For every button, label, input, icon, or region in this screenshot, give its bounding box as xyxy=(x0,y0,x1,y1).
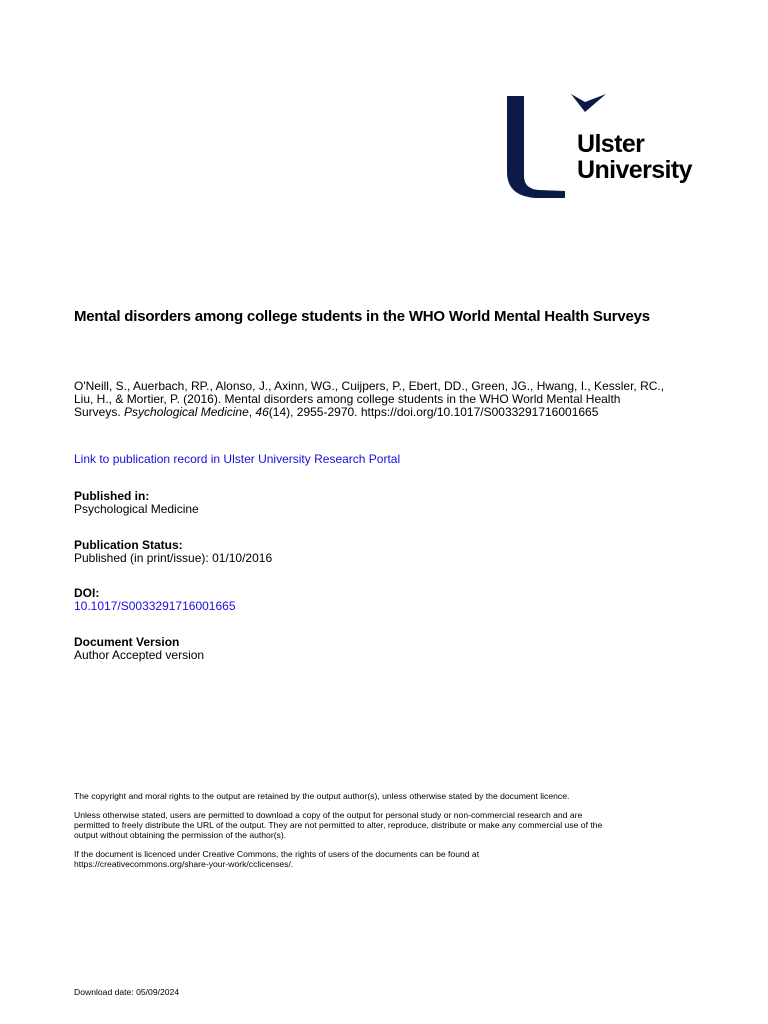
licence-paragraph xyxy=(74,849,724,869)
notice-line: If the document is licenced under Creative Commons, the rights of users of the documents can be found at xyxy=(74,849,480,859)
creative-commons-url: https://creativecommons.org/share-your-work/cclicenses/. xyxy=(74,859,294,869)
notice-line: output without obtaining the permission of the author(s). xyxy=(74,830,287,840)
citation-line: O'Neill, S., Auerbach, RP., Alonso, J., Axinn, WG., Cuijpers, P., Ebert, DD., Green, JG., Hwang, I., Kessler, RC., xyxy=(74,379,665,393)
ulster-university-logo xyxy=(505,94,710,206)
rights-notice xyxy=(74,791,724,878)
field-value: Author Accepted version xyxy=(74,648,205,662)
citation-line xyxy=(74,406,724,419)
citation xyxy=(74,380,724,419)
field-label: Published in: xyxy=(74,489,150,503)
notice-line: Unless otherwise stated, users are permitted to download a copy of the output for personal study or non-commercial research and are xyxy=(74,810,583,820)
citation-text: (14), 2955-2970. https://doi.org/10.1017/S0033291716001665 xyxy=(268,405,599,419)
field-label: DOI: xyxy=(74,586,100,600)
rights-paragraph xyxy=(74,791,724,801)
citation-text: , xyxy=(248,405,256,419)
document-title: Mental disorders among college students in the WHO World Mental Health Surveys xyxy=(74,308,650,325)
download-date: Download date: 05/09/2024 xyxy=(74,987,180,997)
logo-text-ulster: Ulster xyxy=(577,130,645,158)
journal-volume: 46 xyxy=(255,405,269,419)
portal-record-link[interactable]: Link to publication record in Ulster University Research Portal xyxy=(74,452,401,466)
journal-name: Psychological Medicine xyxy=(124,405,249,419)
usage-paragraph xyxy=(74,810,724,840)
publication-status-field xyxy=(74,539,272,565)
document-version-field xyxy=(74,636,204,662)
doi-link[interactable]: 10.1017/S0033291716001665 xyxy=(74,599,236,613)
citation-line: Liu, H., & Mortier, P. (2016). Mental disorders among college students in the WHO World Mental Health xyxy=(74,392,621,406)
field-label: Document Version xyxy=(74,635,180,649)
field-value: Psychological Medicine xyxy=(74,502,199,516)
logo-text-university: University xyxy=(577,156,692,184)
citation-text: Surveys. xyxy=(74,405,125,419)
notice-line: permitted to freely distribute the URL of the output. They are not permitted to alter, reproduce, distribute or make any commercial use of the xyxy=(74,820,603,830)
field-value: Published (in print/issue): 01/10/2016 xyxy=(74,551,273,565)
published-in-field xyxy=(74,490,199,516)
field-label: Publication Status: xyxy=(74,538,183,552)
notice-line: The copyright and moral rights to the output are retained by the output author(s), unless otherwise stated by the document licence. xyxy=(74,791,570,801)
doi-field xyxy=(74,587,236,613)
